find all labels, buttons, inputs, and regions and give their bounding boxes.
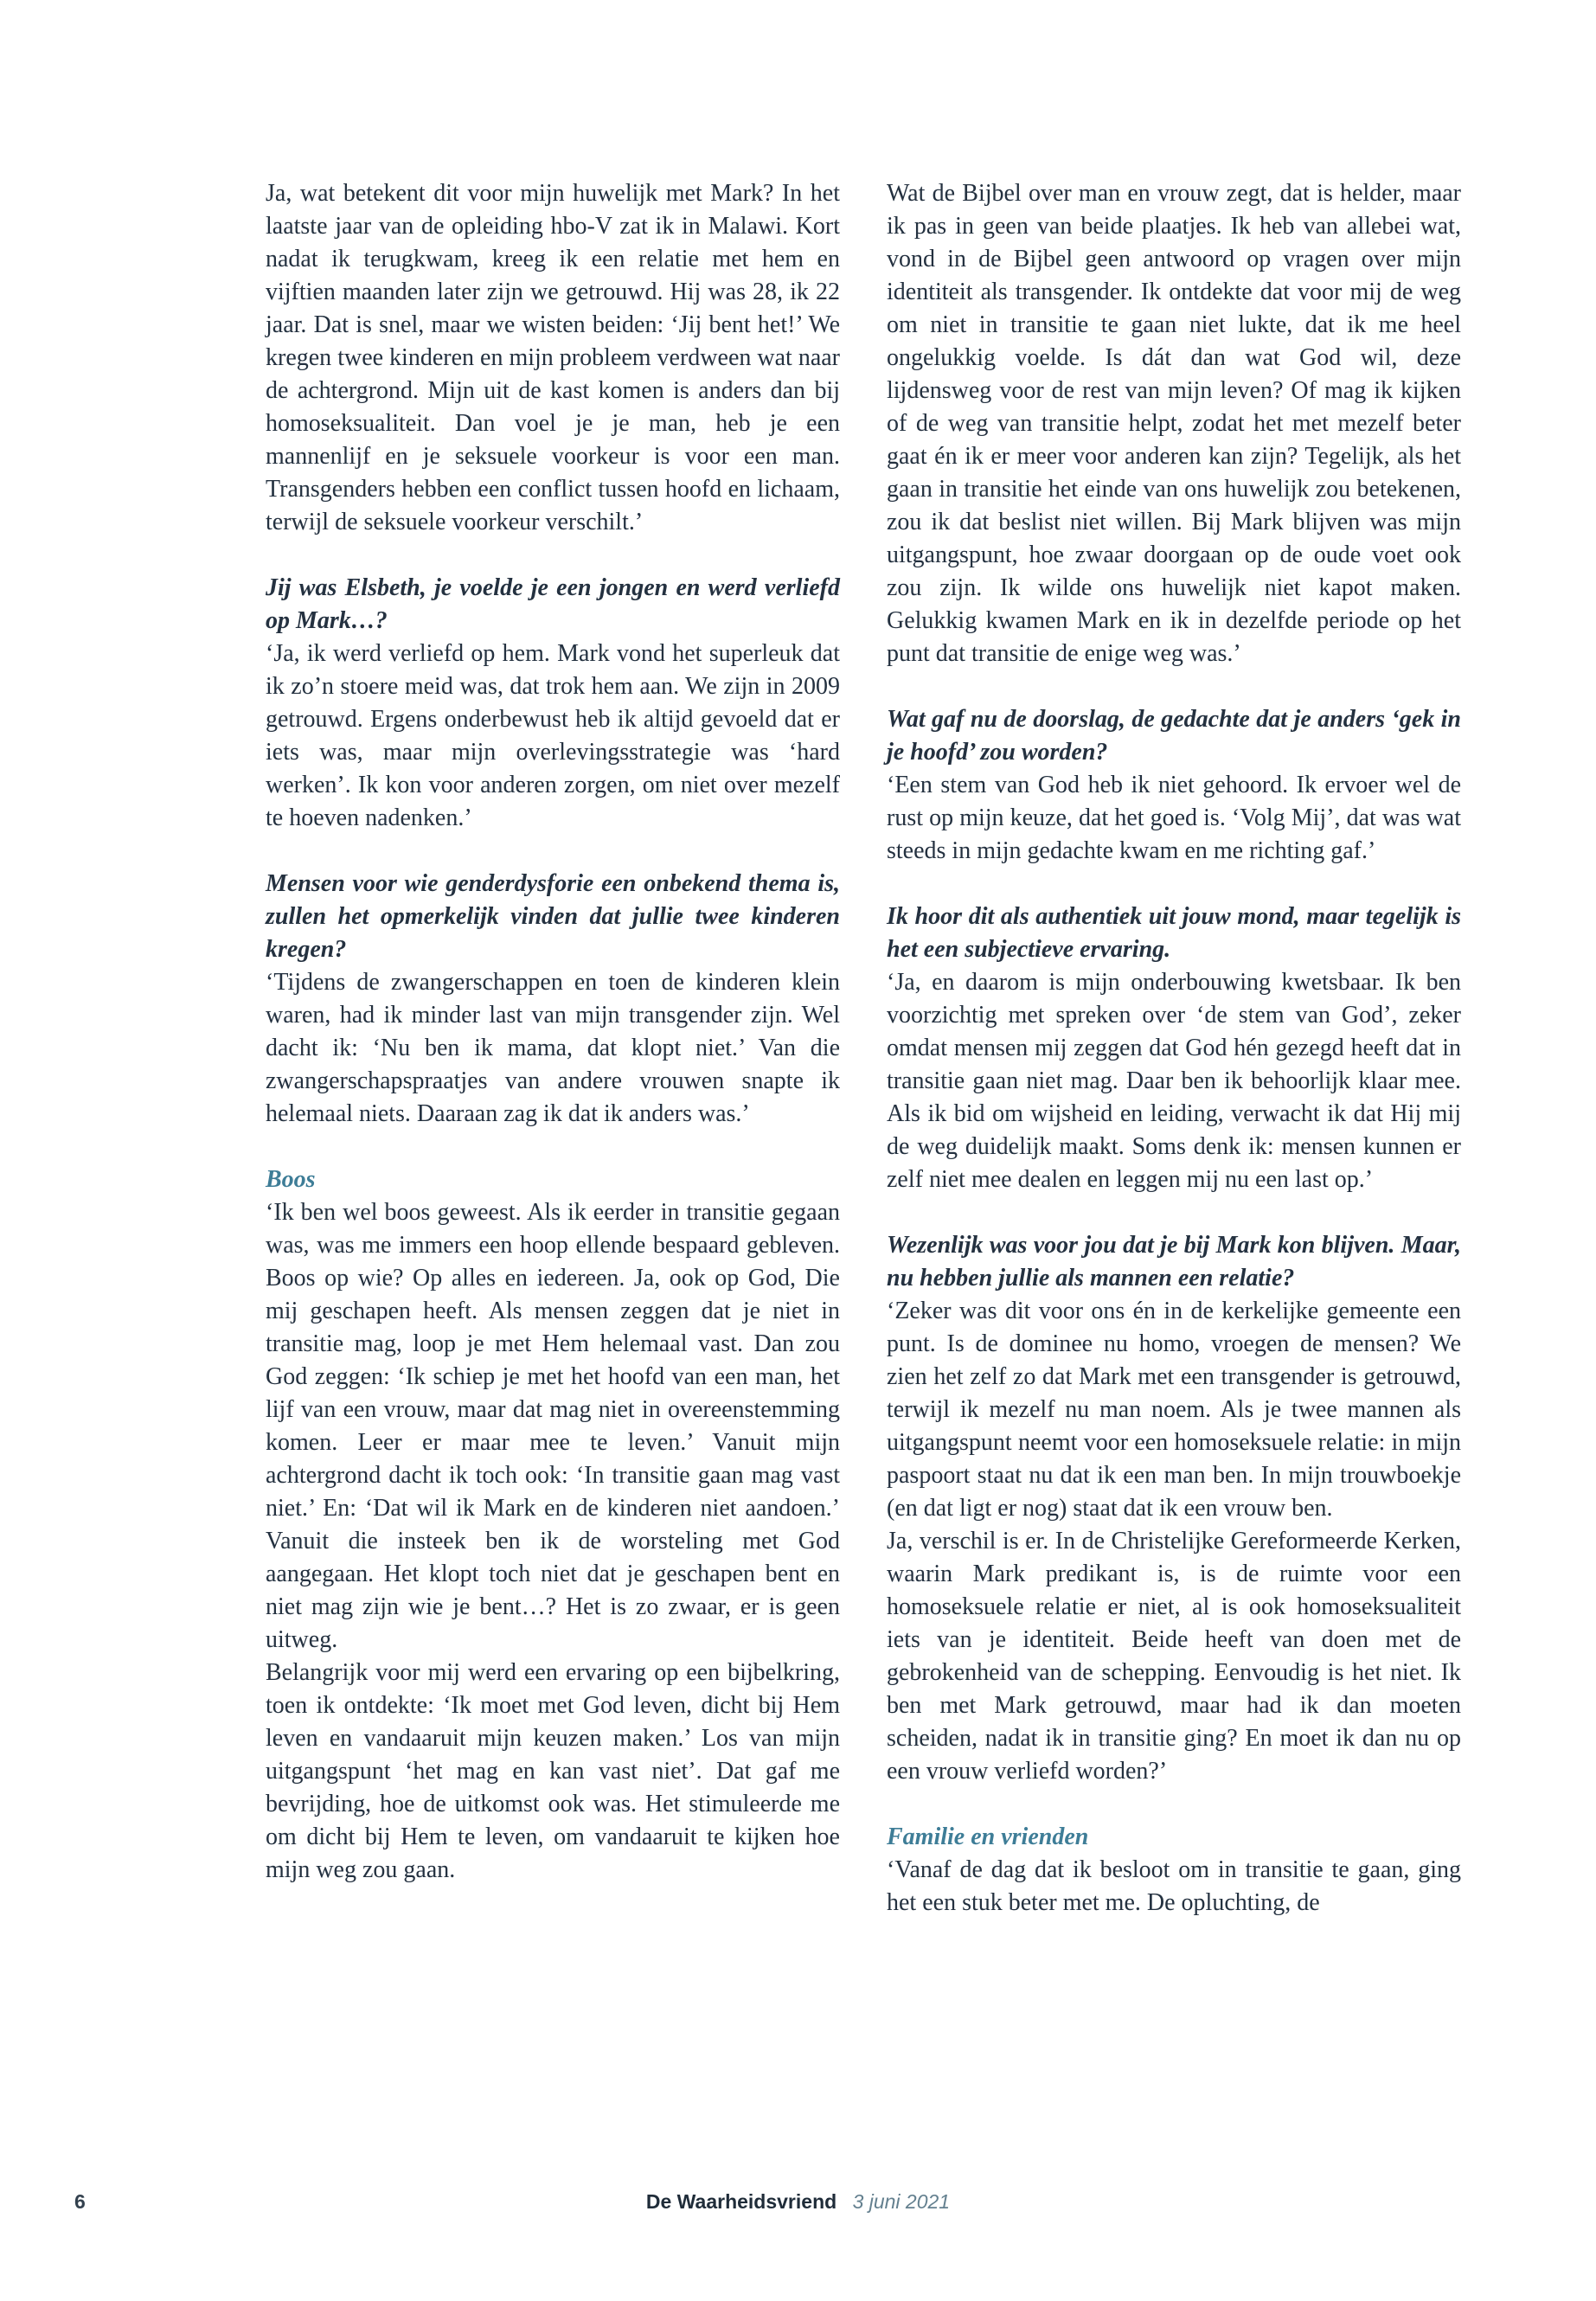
- right-column: [887, 177, 1461, 1920]
- body-paragraph: ‘Ja, en daarom is mijn onderbouwing kwetsbaar. Ik ben voorzichtig met spreken over ‘de stem van God’, zeker omdat mensen mij zeggen dat God hén gezegd heeft dat in transitie gaan niet mag. Daar ben ik behoorlijk klaar mee. Als ik bid om wijsheid en leiding, verwacht ik dat Hij mij de weg duidelijk maakt. Soms denk ik: mensen kunnen er zelf niet mee dealen en leggen mij nu een last op.’: [887, 969, 1461, 1193]
- body-paragraph: Ja, verschil is er. In de Christelijke Gereformeerde Kerken, waarin Mark predikant is, is de ruimte voor een homoseksuele relatie er niet, al is ook homoseksualiteit iets van je identiteit. Beide heeft van doen met de gebrokenheid van de schepping. Eenvoudig is het niet. Ik ben met Mark getrouwd, maar had ik dan moeten scheiden, nadat ik in transitie ging? En moet ik dan nu op een vrouw verliefd worden?’: [887, 1528, 1461, 1785]
- body-paragraph: ‘Tijdens de zwangerschappen en toen de kinderen klein waren, had ik minder last van mijn transgender zijn. Wel dacht ik: ‘Nu ben ik mama, dat klopt niet.’ Van die zwangerschapspraatjes van andere vrouwen snapte ik helemaal niets. Daaraan zag ik dat ik anders was.’: [266, 969, 840, 1127]
- issue-date: 3 juni 2021: [852, 2190, 951, 2213]
- interview-question: Wezenlijk was voor jou dat je bij Mark kon blijven. Maar, nu hebben jullie als mannen een relatie?: [887, 1232, 1461, 1292]
- interview-question: Mensen voor wie genderdysforie een onbekend thema is, zullen het opmerkelijk vinden dat jullie twee kinderen kregen?: [266, 870, 840, 963]
- footer-center: [0, 2190, 1596, 2214]
- body-paragraph: ‘Vanaf de dag dat ik besloot om in transitie te gaan, ging het een stuk beter met me. De opluchting, de: [887, 1856, 1461, 1916]
- body-paragraph: Ja, wat betekent dit voor mijn huwelijk met Mark? In het laatste jaar van de opleiding hbo-V zat ik in Malawi. Kort nadat ik terugkwam, kreeg ik een relatie met hem en vijftien maanden later zijn we getrouwd. Hij was 28, ik 22 jaar. Dat is snel, maar we wisten beiden: ‘Jij bent het!’ We kregen twee kinderen en mijn probleem verdween wat naar de achtergrond. Mijn uit de kast komen is anders dan bij homoseksualiteit. Dan voel je je man, heb je een mannenlijf en je seksuele voorkeur is voor een man. Transgenders hebben een conflict tussen hoofd en lichaam, terwijl de seksuele voorkeur verschilt.’: [266, 180, 840, 535]
- body-paragraph: ‘Ik ben wel boos geweest. Als ik eerder in transitie gegaan was, was me immers een hoop ellende bespaard gebleven. Boos op wie? Op alles en iedereen. Ja, ook op God, Die mij geschapen heeft. Als mensen zeggen dat je niet in transitie mag, loop je met Hem helemaal vast. Dan zou God zeggen: ‘Ik schiep je met het hoofd van een man, het lijf van een vrouw, maar dat mag niet in overeenstemming komen. Leer er maar mee te leven.’ Vanuit mijn achtergrond dacht ik toch ook: ‘In transitie gaan mag vast niet.’ En: ‘Dat wil ik Mark en de kinderen niet aandoen.’ Vanuit die insteek ben ik de worsteling met God aangegaan. Het klopt toch niet dat je geschapen bent en niet mag zijn wie je bent…? Het is zo zwaar, er is geen uitweg.: [266, 1199, 840, 1653]
- body-paragraph: ‘Ja, ik werd verliefd op hem. Mark vond het superleuk dat ik zo’n stoere meid was, dat trok hem aan. We zijn in 2009 getrouwd. Ergens onderbewust heb ik altijd gevoeld dat er iets was, maar mijn overlevingsstrategie was ‘hard werken’. Ik kon voor anderen zorgen, om niet over mezelf te hoeven nadenken.’: [266, 640, 840, 831]
- magazine-title: De Waarheidsvriend: [645, 2190, 837, 2213]
- interview-question: Ik hoor dit als authentiek uit jouw mond, maar tegelijk is het een subjectieve ervaring.: [887, 903, 1461, 963]
- section-subheading: Familie en vrienden: [887, 1823, 1089, 1850]
- interview-question: Wat gaf nu de doorslag, de gedachte dat je anders ‘gek in je hoofd’ zou worden?: [887, 706, 1461, 766]
- body-paragraph: Belangrijk voor mij werd een ervaring op een bijbelkring, toen ik ontdekte: ‘Ik moet met God leven, dicht bij Hem leven en vandaaruit mijn keuzen maken.’ Los van mijn uitgangspunt ‘het mag en kan vast niet’. Dat gaf me bevrijding, hoe de uitkomst ook was. Het stimuleerde me om dicht bij Hem te leven, om vandaaruit te kijken hoe mijn weg zou gaan.: [266, 1659, 840, 1883]
- article-body: [266, 177, 1461, 1920]
- interview-question: Jij was Elsbeth, je voelde je een jongen en werd verliefd op Mark…?: [266, 574, 840, 634]
- body-paragraph: ‘Zeker was dit voor ons én in de kerkelijke gemeente een punt. Is de dominee nu homo, vroegen de mensen? We zien het zelf zo dat Mark met een transgender is getrouwd, terwijl ik mezelf nu man noem. Als je twee mannen als uitgangspunt neemt voor een homoseksuele relatie: in mijn paspoort staat nu dat ik een man ben. In mijn trouwboekje (en dat ligt er nog) staat dat ik een vrouw ben.: [887, 1298, 1461, 1522]
- page-footer: [0, 2190, 1596, 2220]
- body-paragraph: Wat de Bijbel over man en vrouw zegt, dat is helder, maar ik pas in geen van beide plaatjes. Ik heb van allebei wat, vond in de Bijbel geen antwoord op vragen over mijn identiteit als transgender. Ik ontdekte dat voor mij de weg om niet in transitie te gaan niet lukte, dat ik me heel ongelukkig voelde. Is dát dan wat God wil, deze lijdensweg voor de rest van mijn leven? Of mag ik kijken of de weg van transitie helpt, zodat het met mezelf beter gaat én ik er meer voor anderen kan zijn? Tegelijk, als het gaan in transitie het einde van ons huwelijk zou betekenen, zou ik dat beslist niet willen. Bij Mark blijven was mijn uitgangspunt, hoe zwaar doorgaan op de oude voet ook zou zijn. Ik wilde ons huwelijk niet kapot maken. Gelukkig kwamen Mark en ik in dezelfde periode op het punt dat transitie de enige weg was.’: [887, 180, 1461, 667]
- left-column: [266, 177, 840, 1920]
- section-subheading: Boos: [266, 1166, 316, 1193]
- body-paragraph: ‘Een stem van God heb ik niet gehoord. Ik ervoer wel de rust op mijn keuze, dat het goed is. ‘Volg Mij’, dat was wat steeds in mijn gedachte kwam en me richting gaf.’: [887, 772, 1461, 864]
- page-number: 6: [74, 2190, 86, 2213]
